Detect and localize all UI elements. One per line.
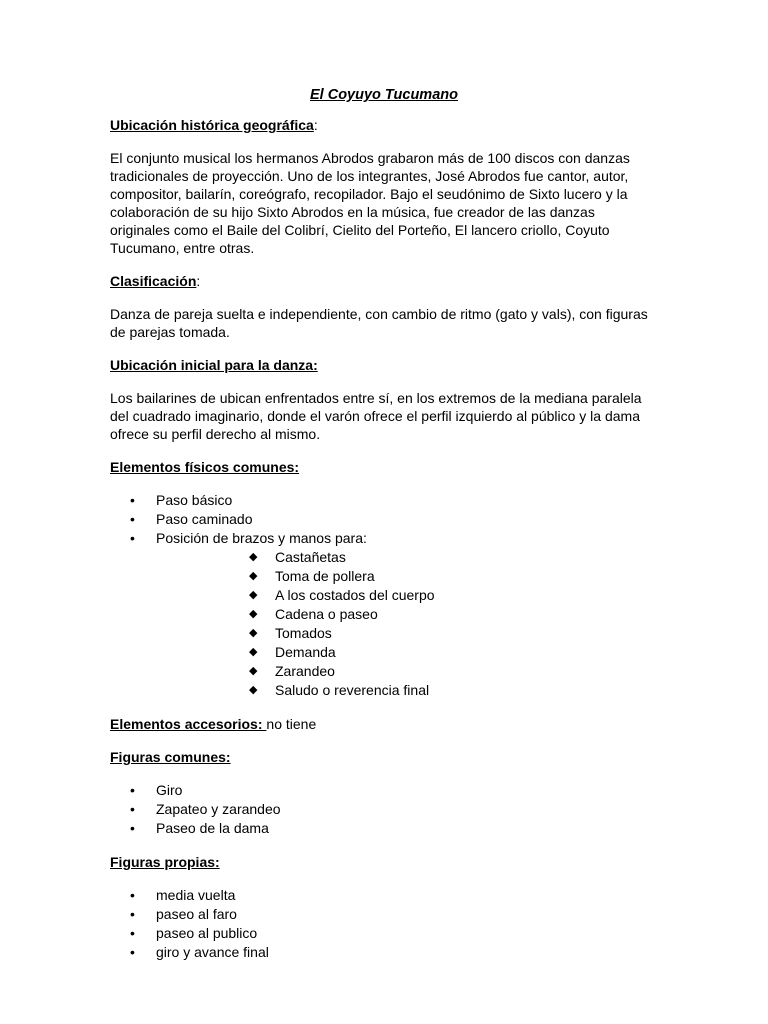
heading-figuras-comunes-label: Figuras comunes: [110, 749, 231, 765]
list-item [110, 491, 658, 510]
bullet-icon: • [130, 906, 135, 922]
heading-ubicacion-inicial-label: Ubicación inicial para la danza: [110, 357, 318, 373]
diamond-bullet-icon: ◆ [249, 608, 258, 620]
paragraph-line: colaboración de su hijo Sixto Abrodos en la música, fue creador de las danzas [110, 204, 595, 220]
paragraph-clasificacion [110, 305, 658, 341]
list-item-text: Paseo de la dama [156, 820, 269, 836]
sublist-item-text: Toma de pollera [275, 568, 375, 584]
sublist-item-text: Zarandeo [275, 663, 335, 679]
list-item [110, 529, 658, 548]
sublist-item [110, 643, 658, 662]
diamond-bullet-icon: ◆ [249, 570, 258, 582]
bullet-icon: • [130, 782, 135, 798]
paragraph-line: ofrece su perfil derecho al mismo. [110, 426, 321, 442]
sublist-item [110, 548, 658, 567]
sublist-container [110, 548, 658, 700]
document-page [110, 86, 658, 977]
heading-ubicacion-inicial [110, 356, 658, 374]
heading-clasificacion-label: Clasificación [110, 273, 197, 289]
heading-figuras-propias-label: Figuras propias: [110, 854, 220, 870]
bullet-icon: • [130, 801, 135, 817]
sublist-item-text: Demanda [275, 644, 336, 660]
bullet-icon: • [130, 492, 135, 508]
sublist-item-text: Tomados [275, 625, 332, 641]
heading-elementos-fisicos [110, 458, 658, 476]
heading-ubicacion-historica [110, 116, 658, 134]
paragraph-line: Danza de pareja suelta e independiente, con cambio de ritmo (gato y vals), con figuras [110, 306, 648, 322]
bullet-icon: • [130, 925, 135, 941]
list-item-text: paseo al publico [156, 925, 258, 941]
diamond-bullet-icon: ◆ [249, 627, 258, 639]
list-elementos-fisicos [110, 491, 658, 700]
diamond-bullet-icon: ◆ [249, 589, 258, 601]
bullet-icon: • [130, 887, 135, 903]
sublist-item [110, 586, 658, 605]
list-item-text: Giro [156, 782, 183, 798]
diamond-bullet-icon: ◆ [249, 646, 258, 658]
list-item [110, 943, 658, 962]
document-title: El Coyuyo Tucumano [310, 87, 458, 103]
list-item [110, 905, 658, 924]
paragraph-ubicacion-historica [110, 149, 658, 257]
list-figuras-propias [110, 886, 658, 962]
list-item-text: paseo al faro [156, 906, 237, 922]
paragraph-line: Los bailarines de ubican enfrentados entre sí, en los extremos de la mediana paralela [110, 390, 642, 406]
sublist-item [110, 567, 658, 586]
list-item [110, 800, 658, 819]
list-item [110, 781, 658, 800]
paragraph-line: originales como el Baile del Colibrí, Cielito del Porteño, El lancero criollo, Coyuto [110, 222, 610, 238]
heading-clasificacion [110, 272, 658, 290]
heading-colon: : [196, 273, 201, 289]
heading-elementos-fisicos-label: Elementos físicos comunes: [110, 459, 300, 475]
sublist-item [110, 681, 658, 700]
list-item [110, 886, 658, 905]
paragraph-line: Tucumano, entre otras. [110, 240, 255, 256]
list-item-text: Posición de brazos y manos para: [156, 530, 367, 546]
list-item-text: media vuelta [156, 887, 236, 903]
list-item-text: Zapateo y zarandeo [156, 801, 281, 817]
paragraph-line: del cuadrado imaginario, donde el varón ofrece el perfil izquierdo al público y la dama [110, 408, 640, 424]
sublist-posiciones [110, 548, 658, 700]
sublist-item [110, 624, 658, 643]
sublist-item-text: Saludo o reverencia final [275, 682, 430, 698]
diamond-bullet-icon: ◆ [249, 665, 258, 677]
list-item [110, 510, 658, 529]
sublist-item-text: Castañetas [275, 549, 346, 565]
diamond-bullet-icon: ◆ [249, 551, 258, 563]
bullet-icon: • [130, 820, 135, 836]
list-item [110, 924, 658, 943]
list-item [110, 819, 658, 838]
paragraph-line: tradicionales de proyección. Uno de los integrantes, José Abrodos fue cantor, autor, [110, 168, 629, 184]
heading-figuras-comunes [110, 748, 658, 766]
heading-elementos-accesorios-label: Elementos accesorios: [110, 716, 267, 732]
list-figuras-comunes [110, 781, 658, 838]
sublist-item [110, 605, 658, 624]
heading-figuras-propias [110, 853, 658, 871]
heading-ubicacion-historica-label: Ubicación histórica geográfica [110, 117, 314, 133]
paragraph-line: de parejas tomada. [110, 324, 230, 340]
list-item-text: giro y avance final [156, 944, 269, 960]
sublist-item [110, 662, 658, 681]
diamond-bullet-icon: ◆ [249, 684, 258, 696]
elementos-accesorios-value: no tiene [266, 716, 317, 732]
heading-colon: : [313, 117, 318, 133]
paragraph-line: compositor, bailarín, coreógrafo, recopilador. Bajo el seudónimo de Sixto lucero y la [110, 186, 628, 202]
bullet-icon: • [130, 530, 135, 546]
list-item-text: Paso básico [156, 492, 233, 508]
sublist-item-text: A los costados del cuerpo [275, 587, 435, 603]
list-item-text: Paso caminado [156, 511, 253, 527]
heading-elementos-accesorios [110, 715, 658, 733]
sublist-item-text: Cadena o paseo [275, 606, 378, 622]
paragraph-line: El conjunto musical los hermanos Abrodos grabaron más de 100 discos con danzas [110, 150, 630, 166]
bullet-icon: • [130, 944, 135, 960]
bullet-icon: • [130, 511, 135, 527]
paragraph-ubicacion-inicial [110, 389, 658, 443]
